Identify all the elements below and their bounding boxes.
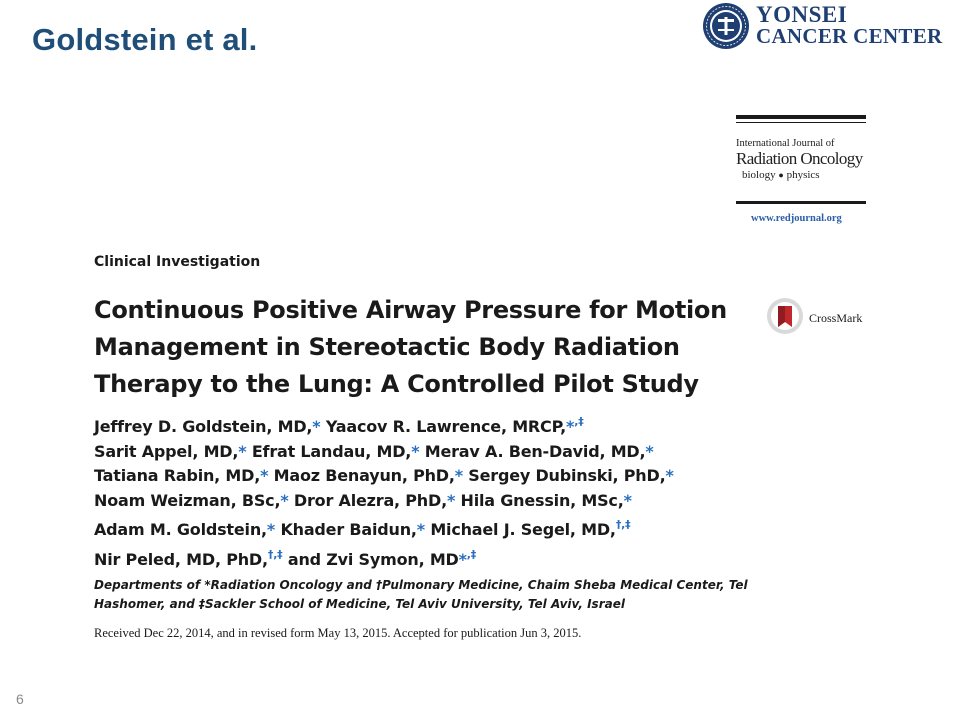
slide-title: Goldstein et al. — [32, 22, 258, 57]
author-name: Sergey Dubinski, PhD, — [468, 466, 666, 485]
affiliation-sup: †,‡ — [615, 518, 631, 531]
masthead-rule — [736, 201, 866, 204]
author-name: Khader Baidun, — [280, 520, 417, 539]
author-line — [94, 464, 754, 489]
author-name: Efrat Landau, MD, — [251, 441, 412, 461]
crossmark-badge[interactable] — [766, 296, 876, 336]
affiliation-mark: * — [458, 549, 467, 569]
author-name: Yaacov R. Lawrence, MRCP, — [325, 417, 567, 436]
author-line — [94, 513, 754, 543]
author-name: Dror Alezra, PhD, — [293, 490, 447, 510]
affiliation-mark: * — [260, 466, 269, 485]
title-line: Continuous Positive Airway Pressure for Motion — [94, 296, 727, 324]
affiliation-mark: * — [623, 490, 632, 510]
affiliation-sup: ,‡ — [574, 415, 584, 428]
crossmark-icon — [766, 296, 804, 336]
author-line — [94, 440, 754, 465]
journal-subtitle — [742, 169, 820, 181]
author-line — [94, 489, 754, 514]
university-seal-icon — [702, 2, 750, 50]
crossmark-label: CrossMark — [809, 311, 863, 325]
affiliation-mark: * — [411, 441, 420, 461]
masthead-rule — [736, 115, 866, 119]
affiliation-mark: * — [454, 466, 463, 485]
title-line: Management in Stereotactic Body Radiation — [94, 333, 680, 361]
author-name: Sarit Appel, MD, — [94, 441, 239, 461]
author-name: Michael J. Segel, MD, — [430, 520, 616, 539]
author-name: Hila Gnessin, MSc, — [460, 490, 624, 510]
affiliation-mark: * — [238, 441, 247, 461]
masthead-rule — [736, 122, 866, 123]
affiliation-sup: †,‡ — [267, 547, 283, 561]
affiliation-mark: * — [416, 520, 425, 539]
affiliations — [94, 576, 748, 614]
author-name: Maoz Benayun, PhD, — [273, 466, 455, 485]
affiliation-mark: * — [665, 466, 674, 485]
author-name: Tatiana Rabin, MD, — [94, 466, 261, 485]
affiliation-line: Hashomer, and ‡Sackler School of Medicine, Tel Aviv University, Tel Aviv, Israel — [94, 597, 625, 611]
author-list — [94, 410, 754, 572]
journal-subtitle-right: physics — [786, 169, 820, 181]
journal-name: Radiation Oncology — [736, 149, 863, 168]
author-name: Nir Peled, MD, PhD, — [94, 549, 268, 569]
author-name: Adam M. Goldstein, — [94, 520, 267, 539]
author-name: Merav A. Ben-David, MD, — [424, 441, 646, 461]
yonsei-cancer-center-logo — [702, 2, 958, 52]
received-dates: Received Dec 22, 2014, and in revised form May 13, 2015. Accepted for publication Jun 3, 2015. — [94, 626, 582, 640]
page-number: 6 — [16, 691, 24, 707]
affiliation-mark: * — [280, 490, 289, 510]
author-line — [94, 543, 754, 573]
affiliation-line: Departments of *Radiation Oncology and †Pulmonary Medicine, Chaim Sheba Medical Center, Tel — [94, 578, 748, 592]
affiliation-sup: ,‡ — [466, 547, 477, 561]
author-line — [94, 410, 754, 440]
journal-subtitle-left: biology — [742, 169, 776, 181]
journal-prefix: International Journal of — [736, 138, 835, 149]
author-name: Jeffrey D. Goldstein, MD, — [94, 417, 313, 436]
affiliation-mark: * — [645, 441, 654, 461]
bullet-icon: ● — [778, 170, 784, 180]
affiliation-mark: * — [446, 490, 456, 510]
affiliation-mark: * — [566, 417, 575, 436]
journal-masthead — [736, 115, 866, 231]
affiliation-mark: * — [312, 417, 321, 436]
section-label: Clinical Investigation — [94, 254, 261, 270]
logo-text-yonsei: YONSEI — [756, 2, 848, 27]
journal-url-link[interactable]: www.redjournal.org — [751, 213, 842, 224]
author-name: and Zvi Symon, MD — [287, 549, 459, 569]
author-name: Noam Weizman, BSc, — [94, 490, 281, 510]
title-line: Therapy to the Lung: A Controlled Pilot Study — [94, 370, 699, 398]
logo-text-cancer-center: CANCER CENTER — [756, 24, 943, 48]
paper-title — [94, 292, 754, 403]
affiliation-mark: * — [266, 520, 276, 539]
